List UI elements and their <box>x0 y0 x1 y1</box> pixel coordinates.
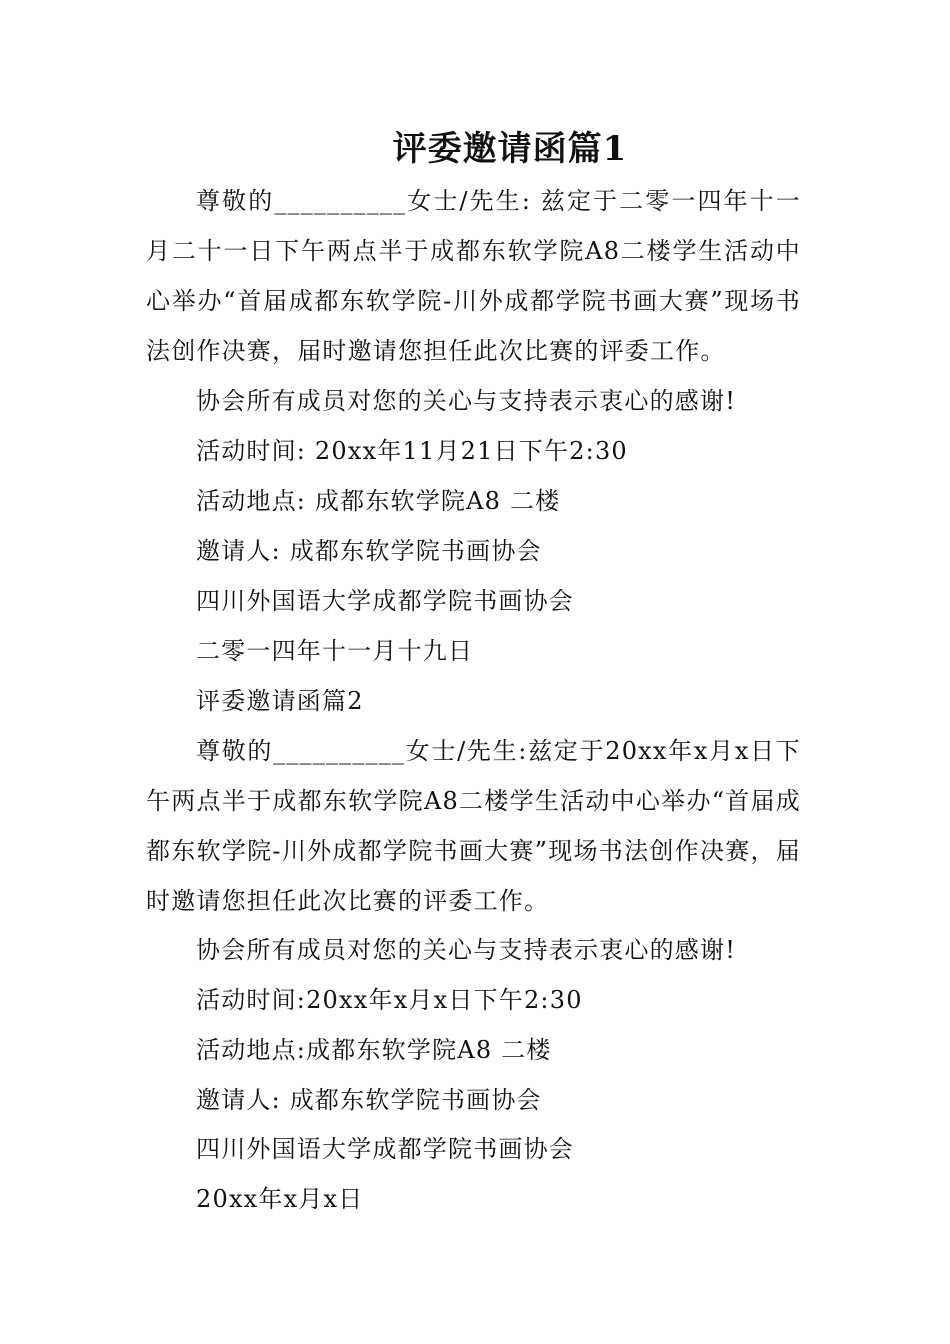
invitation-paragraph-2: 尊敬的__________女士/先生:兹定于20xx年x月x日下午两点半于成都东软学院A8二楼学生活动中心举办“首届成都东软学院-川外成都学院书画大赛”现场书法创作决赛，届时邀请您担任此次比赛的评委工作。 <box>146 737 801 915</box>
event-time-1: 活动时间: 20xx年11月21日下午2:30 <box>196 437 628 465</box>
date-line-1: 二零一四年十一月十九日 <box>196 637 474 665</box>
inviter-2-line-2: 四川外国语大学成都学院书画协会 <box>196 1135 574 1163</box>
invitation-paragraph-1: 尊敬的__________女士/先生: 兹定于二零一四年十一月二十一日下午两点半于成都东软学院A8二楼学生活动中心举办“首届成都东软学院-川外成都学院书画大赛”现场书法创作决赛，届时邀请您担任此次比赛的评委工作。 <box>146 187 801 365</box>
inviter-2: 邀请人: 成都东软学院书画协会 <box>196 1086 542 1114</box>
event-place-1: 活动地点: 成都东软学院A8 二楼 <box>196 487 561 515</box>
date-line-2: 20xx年x月x日 <box>196 1185 364 1213</box>
thanks-line-1: 协会所有成员对您的关心与支持表示衷心的感谢! <box>196 387 737 415</box>
section-2-heading: 评委邀请函篇2 <box>196 687 364 715</box>
thanks-line-2: 协会所有成员对您的关心与支持表示衷心的感谢! <box>196 936 737 964</box>
event-place-2: 活动地点:成都东软学院A8 二楼 <box>196 1036 552 1064</box>
inviter-1: 邀请人: 成都东软学院书画协会 <box>196 537 542 565</box>
event-time-2: 活动时间:20xx年x月x日下午2:30 <box>196 986 583 1014</box>
inviter-2-line-1: 四川外国语大学成都学院书画协会 <box>196 587 574 615</box>
document-title: 评委邀请函篇1 <box>392 129 628 169</box>
